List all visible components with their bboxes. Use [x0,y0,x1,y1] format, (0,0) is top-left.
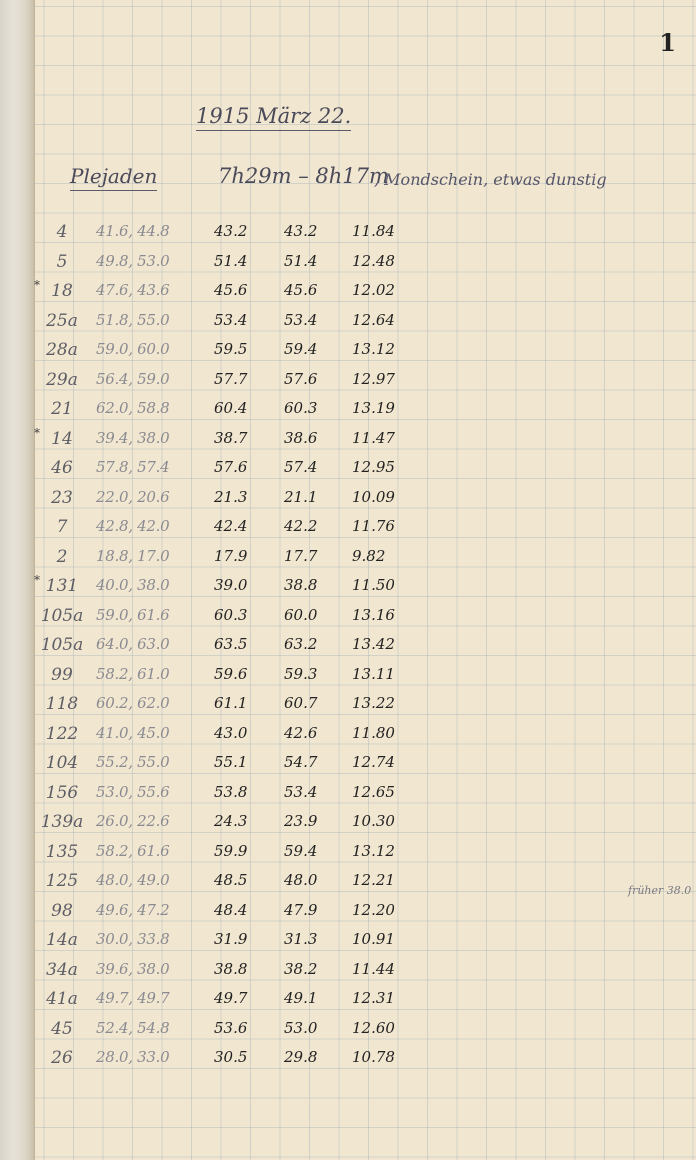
table-row [0,871,696,901]
value-magnitude: 13.42 [352,635,395,653]
value-mean: 48.5 [214,871,248,889]
measurement-range: 18.8, 17.0 [96,546,170,565]
table-row [0,1048,696,1078]
table-row [0,311,696,341]
value-mean: 38.7 [214,428,248,447]
value-magnitude: 10.78 [352,1048,395,1066]
measurement-range: 28.0, 33.0 [96,1048,170,1066]
star-id: 98 [51,900,73,921]
value-mean: 43.2 [214,222,248,240]
value-mean: 57.7 [214,369,248,388]
value-mean: 49.7 [214,989,248,1007]
table-row [0,930,696,960]
value-magnitude: 10.91 [352,930,395,948]
star-id: 139a [40,812,84,832]
table-row [0,665,696,695]
table-row [0,753,696,783]
value-corrected: 63.2 [284,635,318,653]
observation-conditions: , Mondschein, etwas dunstig [374,170,607,189]
value-mean: 55.1 [214,753,248,771]
table-row [0,425,696,459]
value-mean: 17.9 [214,546,248,565]
value-mean: 53.8 [214,782,248,801]
star-id: 14 [51,428,73,449]
star-id: 45 [51,1018,73,1039]
value-magnitude: 13.12 [352,340,395,358]
value-magnitude: 13.11 [352,664,395,683]
measurement-range: 49.8, 53.0 [96,251,170,270]
table-row [0,488,696,518]
value-magnitude: 13.12 [352,841,395,860]
measurement-range: 58.2, 61.0 [96,664,170,683]
table-row [0,989,696,1019]
value-magnitude: 11.84 [352,222,395,240]
value-corrected: 38.8 [284,576,318,594]
value-corrected: 53.4 [284,782,318,801]
value-corrected: 29.8 [284,1048,318,1066]
measurement-range: 42.8, 42.0 [96,517,170,535]
observation-target: Plejaden [70,164,157,191]
measurement-range: 22.0, 20.6 [96,487,170,506]
value-magnitude: 11.47 [352,428,395,447]
value-magnitude: 13.16 [352,605,395,624]
measurement-table [0,222,696,1078]
star-id: 2 [56,546,68,567]
star-id: 18 [51,281,73,301]
value-magnitude: 12.97 [352,369,395,388]
value-corrected: 21.1 [284,487,318,506]
measurement-range: 59.0, 61.6 [96,605,170,624]
star-id: 105a [40,635,84,655]
value-magnitude: 11.44 [352,959,395,978]
value-corrected: 45.6 [284,281,318,299]
value-corrected: 60.0 [284,605,318,624]
star-id: 21 [51,399,73,419]
value-magnitude: 12.48 [352,251,395,270]
star-id: 46 [51,458,73,478]
star-id: 105a [40,605,84,626]
value-magnitude: 12.64 [352,310,395,329]
page-number: 1 [659,28,676,57]
table-row [0,724,696,754]
value-corrected: 42.2 [284,517,318,535]
star-id: 156 [45,782,79,803]
measurement-range: 58.2, 61.6 [96,841,170,860]
value-mean: 30.5 [214,1048,248,1066]
value-mean: 59.9 [214,841,248,860]
value-mean: 53.4 [214,310,248,329]
value-mean: 59.6 [214,664,248,683]
value-corrected: 43.2 [284,222,318,240]
value-corrected: 47.9 [284,900,318,919]
star-marker: * [34,573,40,587]
value-magnitude: 12.65 [352,782,395,801]
star-id: 118 [45,694,79,714]
star-id: 131 [45,576,79,596]
value-magnitude: 11.50 [352,576,395,594]
star-id: 104 [45,753,79,773]
table-row [0,370,696,400]
measurement-range: 49.6, 47.2 [96,900,170,919]
value-mean: 63.5 [214,635,248,653]
measurement-range: 40.0, 38.0 [96,576,170,594]
value-mean: 42.4 [214,517,248,535]
value-mean: 21.3 [214,487,248,506]
measurement-range: 53.0, 55.6 [96,782,170,801]
measurement-range: 39.4, 38.0 [96,428,170,447]
star-id: 29a [46,369,78,390]
table-row [0,517,696,547]
measurement-range: 57.8, 57.4 [96,458,170,476]
value-corrected: 38.6 [284,428,318,447]
value-mean: 60.3 [214,605,248,624]
table-row [0,1019,696,1049]
value-corrected: 54.7 [284,753,318,771]
star-id: 4 [56,222,68,242]
value-corrected: 53.4 [284,310,318,329]
value-corrected: 23.9 [284,812,318,830]
value-magnitude: 12.60 [352,1018,395,1037]
star-id: 34a [46,959,78,980]
measurement-range: 51.8, 55.0 [96,310,170,329]
value-magnitude: 12.02 [352,281,395,299]
table-row [0,901,696,931]
measurement-range: 60.2, 62.0 [96,694,170,712]
value-corrected: 53.0 [284,1018,318,1037]
table-row [0,222,696,252]
measurement-range: 62.0, 58.8 [96,399,170,417]
value-magnitude: 13.19 [352,399,395,417]
value-mean: 59.5 [214,340,248,358]
observation-time-range: 7h29m – 8h17m [218,164,389,188]
value-corrected: 48.0 [284,871,318,889]
value-corrected: 57.4 [284,458,318,476]
value-magnitude: 12.20 [352,900,395,919]
measurement-range: 48.0, 49.0 [96,871,170,889]
table-row [0,547,696,577]
measurement-range: 55.2, 55.0 [96,753,170,771]
value-mean: 61.1 [214,694,248,712]
value-magnitude: 11.80 [352,723,395,742]
measurement-range: 30.0, 33.8 [96,930,170,948]
star-id: 23 [51,487,73,508]
table-row [0,783,696,813]
value-magnitude: 10.09 [352,487,395,506]
value-mean: 31.9 [214,930,248,948]
value-corrected: 59.4 [284,340,318,358]
value-corrected: 31.3 [284,930,318,948]
value-magnitude: 12.31 [352,989,395,1007]
value-mean: 60.4 [214,399,248,417]
table-row [0,573,696,606]
value-corrected: 42.6 [284,723,318,742]
value-corrected: 17.7 [284,546,318,565]
measurement-range: 41.6, 44.8 [96,222,170,240]
value-magnitude: 12.74 [352,753,395,771]
table-row [0,458,696,488]
table-row [0,812,696,842]
value-mean: 53.6 [214,1018,248,1037]
value-corrected: 60.3 [284,399,318,417]
value-magnitude: 12.95 [352,458,395,476]
value-mean: 48.4 [214,900,248,919]
measurement-range: 39.6, 38.0 [96,959,170,978]
table-row [0,399,696,429]
star-id: 125 [45,871,79,891]
value-mean: 51.4 [214,251,248,270]
star-id: 7 [56,517,68,537]
value-mean: 39.0 [214,576,248,594]
value-magnitude: 13.22 [352,694,395,712]
measurement-range: 59.0, 60.0 [96,340,170,358]
star-id: 25a [46,310,78,331]
value-mean: 57.6 [214,458,248,476]
table-row [0,278,696,311]
table-row [0,252,696,282]
value-mean: 38.8 [214,959,248,978]
measurement-range: 49.7, 49.7 [96,989,170,1007]
table-row [0,340,696,370]
table-row [0,635,696,665]
value-magnitude: 9.82 [352,546,386,565]
star-marker: * [34,278,40,292]
table-row [0,694,696,724]
value-corrected: 38.2 [284,959,318,978]
value-corrected: 57.6 [284,369,318,388]
measurement-range: 47.6, 43.6 [96,281,170,299]
measurement-range: 41.0, 45.0 [96,723,170,742]
measurement-range: 26.0, 22.6 [96,812,170,830]
table-row [0,842,696,872]
value-corrected: 51.4 [284,251,318,270]
star-id: 135 [45,841,79,862]
star-id: 28a [46,340,78,360]
table-row [0,606,696,636]
margin-note: früher 38.0 [628,884,692,897]
star-id: 14a [46,930,78,950]
value-corrected: 49.1 [284,989,318,1007]
value-corrected: 59.4 [284,841,318,860]
table-row [0,960,696,990]
value-magnitude: 11.76 [352,517,395,535]
star-id: 26 [51,1048,73,1068]
value-mean: 45.6 [214,281,248,299]
measurement-range: 64.0, 63.0 [96,635,170,653]
value-corrected: 59.3 [284,664,318,683]
star-marker: * [34,425,40,440]
measurement-range: 52.4, 54.8 [96,1018,170,1037]
star-id: 41a [46,989,78,1009]
observation-date: 1915 März 22. [196,104,351,131]
value-magnitude: 12.21 [352,871,395,889]
star-id: 5 [56,251,68,272]
value-mean: 24.3 [214,812,248,830]
measurement-range: 56.4, 59.0 [96,369,170,388]
value-mean: 43.0 [214,723,248,742]
star-id: 99 [51,664,73,685]
star-id: 122 [45,723,79,744]
value-corrected: 60.7 [284,694,318,712]
value-magnitude: 10.30 [352,812,395,830]
